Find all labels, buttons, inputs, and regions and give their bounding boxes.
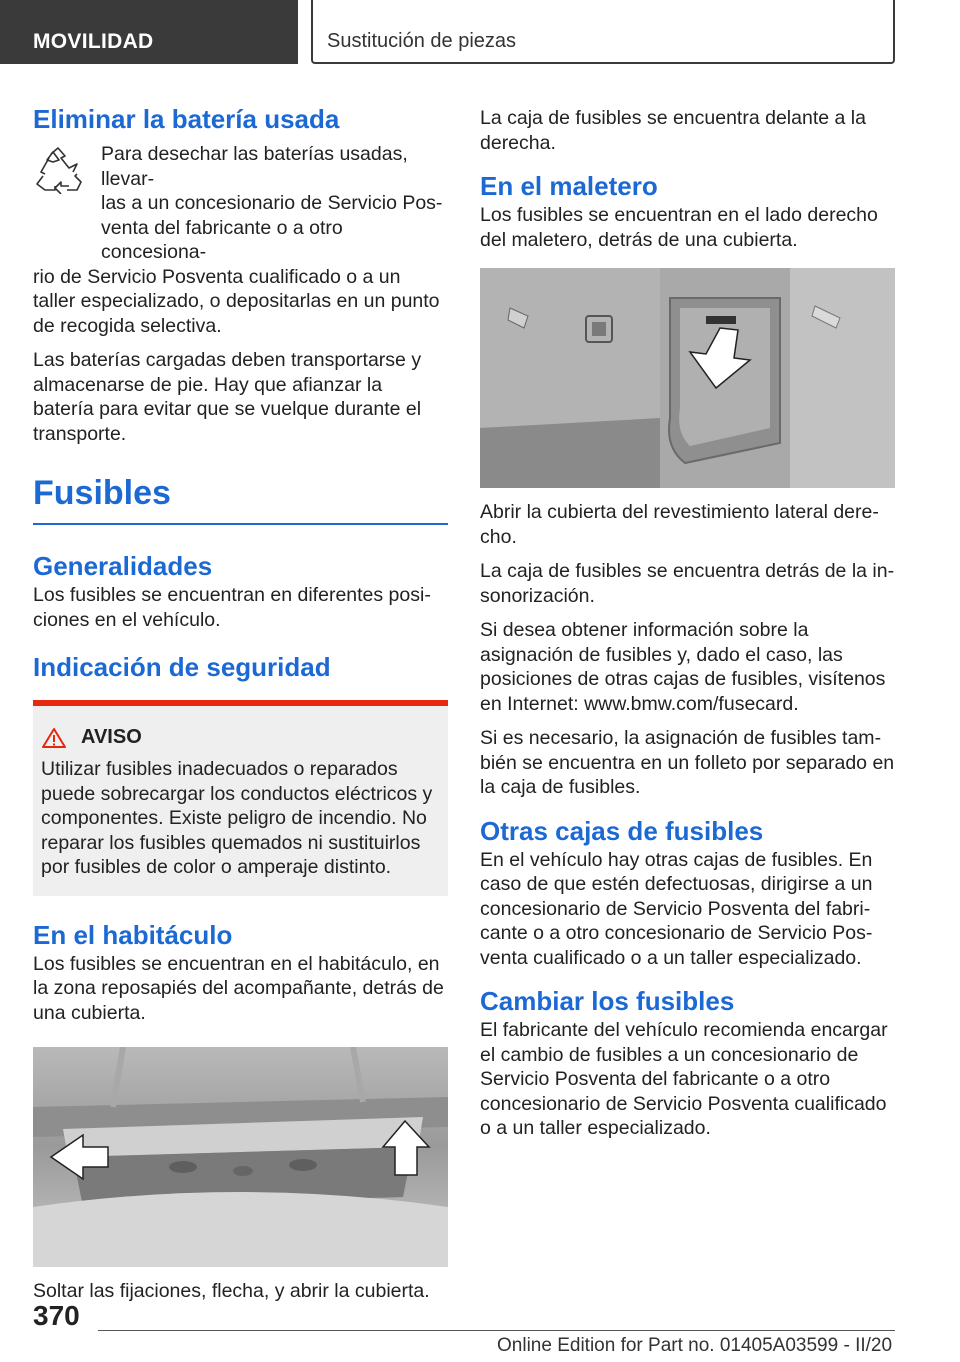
- trunk-paragraph: Los fusibles se encuentran en el lado derecho del maletero, detrás de una cubierta.: [480, 204, 878, 251]
- header-chapter-title: Sustitución de piezas: [327, 30, 517, 52]
- warning-title: AVISO: [81, 726, 142, 748]
- cabin-paragraph: Los fusibles se encuentran en el habitáculo, en la zona reposapiés del acompañante, detrás de una cubierta.: [33, 952, 444, 1024]
- cabin-photo: [33, 1047, 448, 1267]
- trunk-paragraph-3: Si desea obtener información sobre la asignación de fusibles y, dado el caso, las posiciones de otras cajas de fusibles, visítenos en Internet: www.bmw.com/fusecard.: [480, 619, 886, 715]
- trunk-caption: Abrir la cubierta del revestimiento lateral derecho.: [480, 501, 879, 548]
- recycle-icon: [33, 146, 83, 194]
- page-number: 370: [33, 1300, 80, 1331]
- warning-header: [41, 726, 440, 749]
- remove-line-1: Para desechar las baterías usadas, llevar-: [101, 143, 408, 190]
- heading-other-boxes: Otras cajas de fusibles: [480, 815, 764, 846]
- other-paragraph: En el vehículo hay otras cajas de fusibles. En caso de que estén defectuosas, dirigirse a un concesionario de Servicio Posventa del fabricante o a otro concesionario de Servicio Posventa cualificado o a un taller especializado.: [480, 848, 873, 969]
- header-chapter-tab: [311, 0, 895, 64]
- heading-general: Generalidades: [33, 551, 213, 581]
- heading-cabin: En el habitáculo: [33, 919, 233, 950]
- remove-paragraph-2: Las baterías cargadas deben transportarse y almacenarse de pie. Hay que afianzar la batería para evitar que se vuelque durante el transporte.: [33, 349, 422, 445]
- warning-text: Utilizar fusibles inadecuados o reparados puede sobrecargar los conductos eléctricos y componentes. Existe peligro de incendio. No reparar los fusibles quemados ni sustituirlos por fusibles de color o amperaje distinto.: [41, 758, 433, 878]
- heading-safety: Indicación de seguridad: [33, 652, 331, 682]
- heading-change-fuses: Cambiar los fusibles: [480, 986, 735, 1016]
- heading-trunk: En el maletero: [480, 171, 658, 201]
- remove-line-4: rio de Servicio Posventa cualificado o a un taller especializado, o depositarlas en un punto de recogida selectiva.: [33, 265, 440, 337]
- recycle-paragraph: [33, 142, 448, 338]
- warning-triangle-icon: [41, 727, 67, 749]
- trunk-paragraph-2: La caja de fusibles se encuentra detrás de la insonorización.: [480, 560, 895, 607]
- remove-line-2: las a un concesionario de Servicio Pos-: [101, 192, 443, 214]
- heading-fuses: Fusibles: [33, 474, 171, 512]
- header-section-tab: [0, 0, 298, 64]
- left-column: [33, 100, 448, 1314]
- remove-line-3: venta del fabricante o a otro concesiona-: [101, 216, 343, 263]
- heading-remove-battery: Eliminar la batería usada: [33, 104, 340, 134]
- change-paragraph: El fabricante del vehículo recomienda encargar el cambio de fusibles a un concesionario de Servicio Posventa del fabricante o a otro concesionario de Servicio Posventa cualificado o a un taller especializado.: [480, 1019, 888, 1139]
- warning-box: [33, 700, 448, 896]
- cabin-caption: Soltar las fijaciones, flecha, y abrir la cubierta.: [33, 1280, 430, 1302]
- right-column: [480, 100, 895, 1151]
- footer-edition: Online Edition for Part no. 01405A03599 - II/20: [497, 1335, 893, 1356]
- footer-rule: [98, 1330, 895, 1331]
- heading-rule: [33, 523, 448, 525]
- header-section-title: MOVILIDAD: [33, 30, 154, 53]
- trunk-photo: [480, 268, 895, 488]
- trunk-paragraph-4: Si es necesario, la asignación de fusibles también se encuentra en un folleto por separado en la caja de fusibles.: [480, 727, 895, 798]
- general-paragraph: Los fusibles se encuentran en diferentes posiciones en el vehículo.: [33, 584, 431, 631]
- front-paragraph: La caja de fusibles se encuentra delante a la derecha.: [480, 107, 866, 154]
